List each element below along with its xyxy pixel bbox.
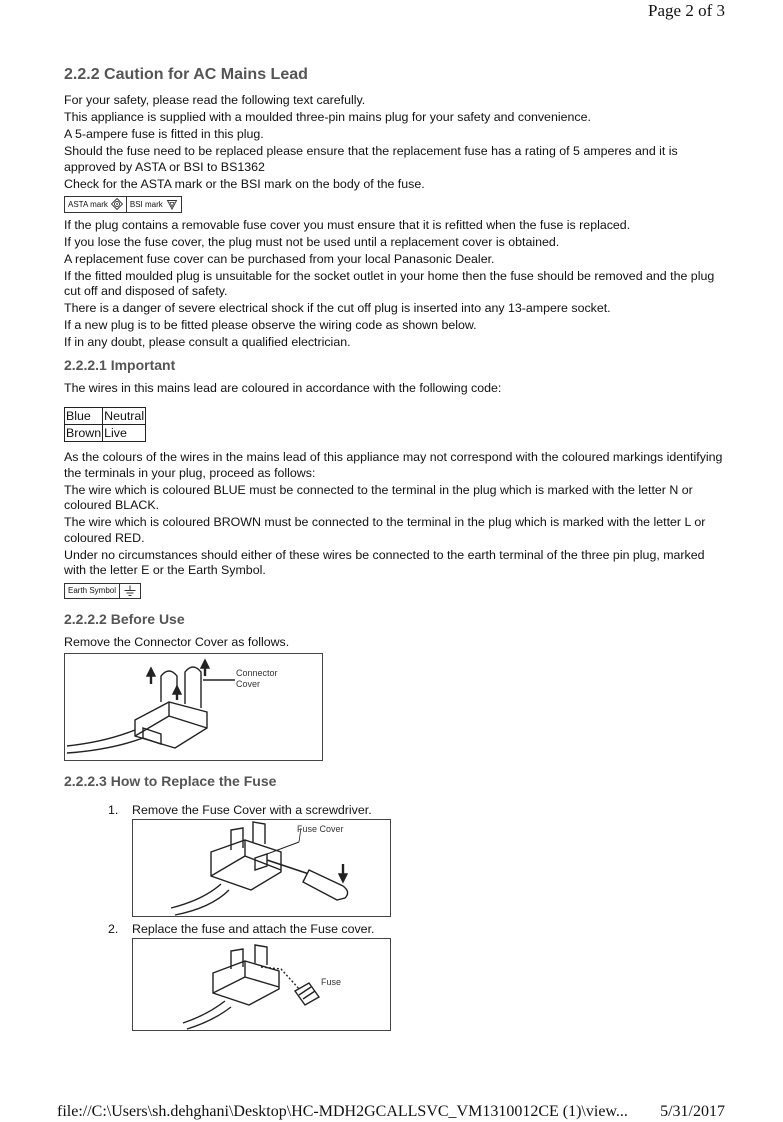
bsi-mark bbox=[126, 197, 181, 212]
wire-meaning-cell: Live bbox=[103, 425, 146, 442]
list-item bbox=[108, 922, 724, 936]
paragraph: A 5-ampere fuse is fitted in this plug. bbox=[64, 127, 264, 141]
paragraph: The wire which is coloured BLUE must be connected to the terminal in the plug which is marked with the letter N or coloured BLACK. bbox=[64, 482, 693, 512]
subsection-title-before-use: 2.2.2.2 Before Use bbox=[64, 610, 185, 627]
connector-cover-figure bbox=[64, 653, 323, 761]
connector-cover-label-line2: Cover bbox=[236, 679, 261, 689]
fuse-marks-box bbox=[64, 196, 182, 213]
earth-symbol-box bbox=[64, 583, 141, 599]
subsection-title-important: 2.2.2.1 Important bbox=[64, 356, 176, 373]
wire-color-cell: Brown bbox=[66, 426, 102, 440]
asta-mark-icon bbox=[111, 198, 123, 210]
paragraph: The wires in this mains lead are coloured in accordance with the following code: bbox=[64, 380, 502, 395]
connector-cover-label-line1: Connector bbox=[236, 668, 278, 678]
table-row bbox=[65, 425, 146, 442]
asta-mark bbox=[65, 197, 126, 212]
wire-color-cell: Blue bbox=[65, 408, 103, 425]
fuse-replacement-steps bbox=[108, 803, 724, 1031]
paragraph: A replacement fuse cover can be purchased from your local Panasonic Dealer. bbox=[64, 251, 495, 266]
replace-fuse-figure bbox=[132, 938, 391, 1031]
earth-symbol bbox=[119, 584, 140, 598]
paragraph: If a new plug is to be fitted please observe the wiring code as shown below. bbox=[64, 318, 477, 332]
earth-symbol-label: Earth Symbol bbox=[68, 586, 117, 595]
bsi-kitemark-icon bbox=[166, 198, 178, 210]
plug-connector-cover-illustration bbox=[65, 654, 324, 762]
remove-fuse-cover-figure bbox=[132, 819, 391, 917]
step-text: Replace the fuse and attach the Fuse cover. bbox=[132, 922, 375, 936]
screwdriver-fuse-cover-illustration bbox=[133, 820, 392, 918]
paragraph: If you lose the fuse cover, the plug must not be used until a replacement cover is obtained. bbox=[64, 234, 560, 249]
paragraph: If the fitted moulded plug is unsuitable for the socket outlet in your home then the fuse should be removed and the plug cut off and disposed of safety. bbox=[64, 268, 715, 298]
paragraph: Remove the Connector Cover as follows. bbox=[64, 634, 290, 649]
connector-cover-label bbox=[236, 668, 278, 690]
page-number: Page 2 of 3 bbox=[648, 1, 725, 20]
paragraph: Under no circumstances should either of these wires be connected to the earth terminal of the three pin plug, marked with the letter E or the Earth Symbol. bbox=[64, 547, 705, 577]
paragraph: If the plug contains a removable fuse cover you must ensure that it is refitted when the fuse is replaced. bbox=[64, 217, 631, 232]
step-number: 2. bbox=[108, 922, 119, 936]
paragraph: This appliance is supplied with a moulded three-pin mains plug for your safety and convenience. bbox=[64, 110, 591, 124]
document-body bbox=[64, 66, 724, 1031]
subsection-title-replace-fuse: 2.2.2.3 How to Replace the Fuse bbox=[64, 773, 277, 789]
earth-ground-icon bbox=[123, 585, 137, 597]
asta-mark-label: ASTA mark bbox=[68, 199, 108, 209]
step-text: Remove the Fuse Cover with a screwdriver. bbox=[132, 803, 372, 817]
bsi-mark-label: BSI mark bbox=[129, 199, 163, 209]
wire-meaning-cell: Neutral bbox=[104, 409, 145, 423]
paragraph: For your safety, please read the following text carefully. bbox=[64, 93, 366, 107]
paragraph: If in any doubt, please consult a qualified electrician. bbox=[64, 335, 351, 349]
paragraph: The wire which is coloured BROWN must be connected to the terminal in the plug which is marked with the letter L or coloured RED. bbox=[64, 515, 706, 545]
paragraph: Should the fuse need to be replaced please ensure that the replacement fuse has a rating of 5 amperes and it is approved by ASTA or BSI to BS1362 bbox=[64, 144, 678, 174]
footer-date: 5/31/2017 bbox=[660, 1103, 725, 1120]
step-number: 1. bbox=[108, 803, 119, 817]
wire-code-table bbox=[64, 407, 146, 442]
fuse-replacement-illustration bbox=[133, 939, 392, 1032]
section-title: 2.2.2 Caution for AC Mains Lead bbox=[64, 66, 308, 83]
fuse-cover-label: Fuse Cover bbox=[297, 824, 344, 834]
paragraph: There is a danger of severe electrical shock if the cut off plug is inserted into any 13-ampere socket. bbox=[64, 301, 611, 315]
list-item bbox=[108, 803, 724, 817]
footer-file-path: file://C:\Users\sh.dehghani\Desktop\HC-MDH2GCALLSVC_VM1310012CE (1)\view... bbox=[57, 1103, 628, 1120]
paragraph: As the colours of the wires in the mains lead of this appliance may not correspond with the coloured markings identifying the terminals in your plug, proceed as follows: bbox=[64, 450, 723, 480]
table-row bbox=[65, 408, 146, 425]
fuse-label: Fuse bbox=[321, 977, 342, 987]
paragraph: Check for the ASTA mark or the BSI mark on the body of the fuse. bbox=[64, 176, 425, 191]
